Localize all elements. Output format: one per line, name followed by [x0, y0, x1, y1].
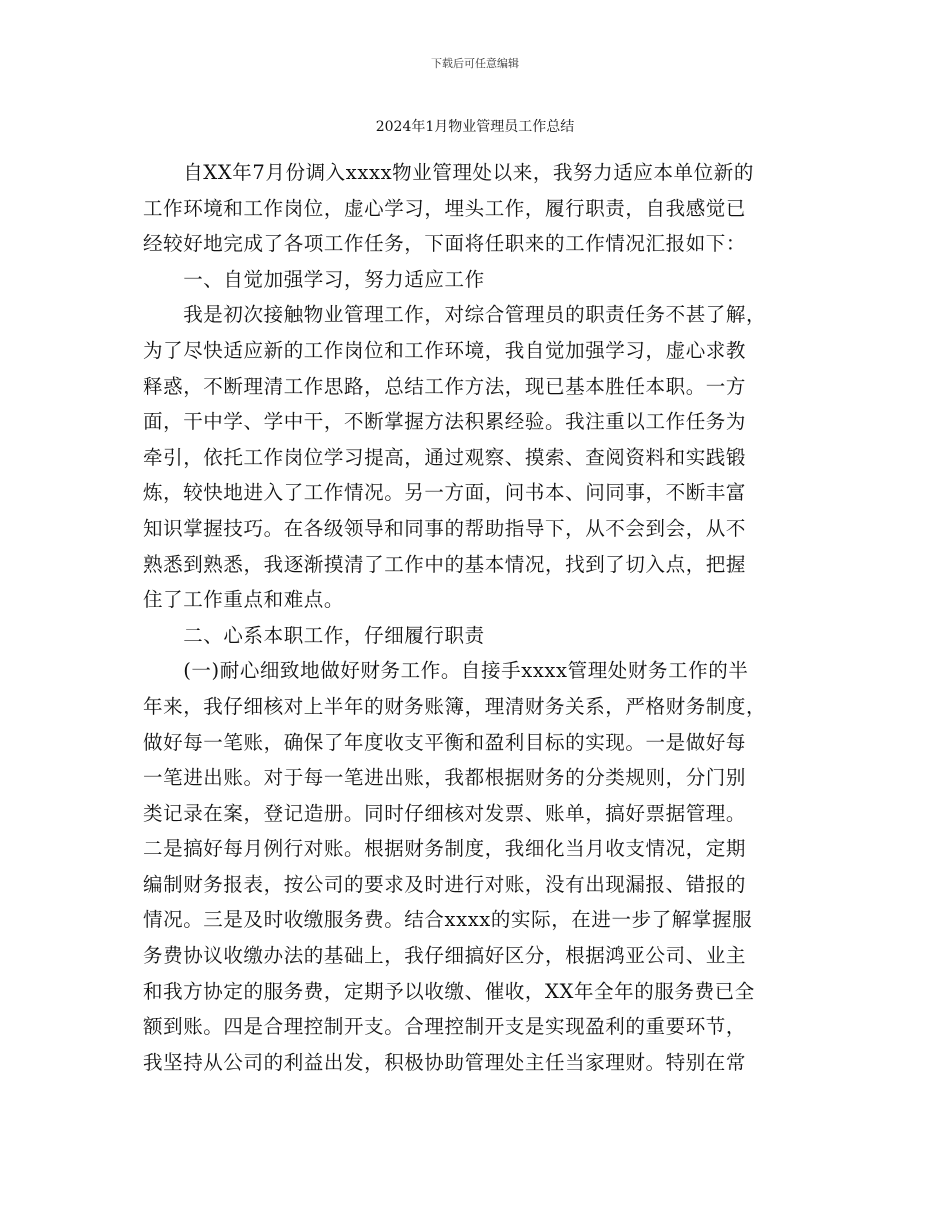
body-line: 为了尽快适应新的工作岗位和工作环境，我自觉加强学习，虚心求教: [143, 338, 747, 362]
body-line: 额到账。四是合理控制开支。合理控制开支是实现盈利的重要环节，: [143, 1015, 747, 1039]
body-line: 经较好地完成了各项工作任务，下面将任职来的工作情况汇报如下：: [143, 232, 747, 256]
body-line: 面，干中学、学中干，不断掌握方法积累经验。我注重以工作任务为: [143, 410, 747, 434]
body-line: 工作环境和工作岗位，虚心学习，埋头工作，履行职责，自我感觉已: [143, 196, 747, 220]
body-line: 我坚持从公司的利益出发，积极协助管理处主任当家理财。特别在常: [143, 1050, 747, 1074]
body-line: 一笔进出账。对于每一笔进出账，我都根据财务的分类规则，分门别: [143, 766, 747, 790]
body-line: 编制财务报表，按公司的要求及时进行对账，没有出现漏报、错报的: [143, 872, 747, 896]
body-line: 自XX年7月份调入xxxx物业管理处以来，我努力适应本单位新的: [143, 161, 754, 184]
body-line: 和我方协定的服务费，定期予以收缴、催收，XX年全年的服务费已全: [143, 979, 755, 1003]
body-line: 知识掌握技巧。在各级领导和同事的帮助指导下，从不会到会，从不: [143, 516, 747, 540]
body-line: (一)耐心细致地做好财务工作。自接手xxxx管理处财务工作的半: [143, 659, 749, 683]
header-note: 下载后可任意编辑: [431, 57, 519, 70]
body-line: 二是搞好每月例行对账。根据财务制度，我细化当月收支情况，定期: [143, 837, 747, 861]
body-line: 我是初次接触物业管理工作，对综合管理员的职责任务不甚了解，: [143, 303, 767, 327]
body-line: 做好每一笔账，确保了年度收支平衡和盈利目标的实现。一是做好每: [143, 730, 747, 754]
body-line: 务费协议收缴办法的基础上，我仔细搞好区分，根据鸿亚公司、业主: [143, 944, 747, 968]
body-line: 情况。三是及时收缴服务费。结合xxxx的实际，在进一步了解掌握服: [143, 908, 753, 932]
body-line: 住了工作重点和难点。: [143, 588, 345, 612]
body-line: 类记录在案，登记造册。同时仔细核对发票、账单，搞好票据管理。: [143, 801, 747, 825]
body-line: 炼，较快地进入了工作情况。另一方面，问书本、问同事，不断丰富: [143, 481, 747, 505]
section-heading: 二、心系本职工作，仔细履行职责: [143, 623, 485, 647]
body-line: 牵引，依托工作岗位学习提高，通过观察、摸索、查阅资料和实践锻: [143, 445, 747, 469]
document-body: [143, 155, 813, 1080]
section-heading: 一、自觉加强学习，努力适应工作: [143, 267, 485, 291]
document-title: 2024年1月物业管理员工作总结: [375, 119, 575, 135]
body-line: 熟悉到熟悉，我逐渐摸清了工作中的基本情况，找到了切入点，把握: [143, 552, 747, 576]
body-line: 年来，我仔细核对上半年的财务账簿，理清财务关系，严格财务制度，: [143, 694, 767, 718]
body-line: 释惑，不断理清工作思路，总结工作方法，现已基本胜任本职。一方: [143, 374, 747, 398]
